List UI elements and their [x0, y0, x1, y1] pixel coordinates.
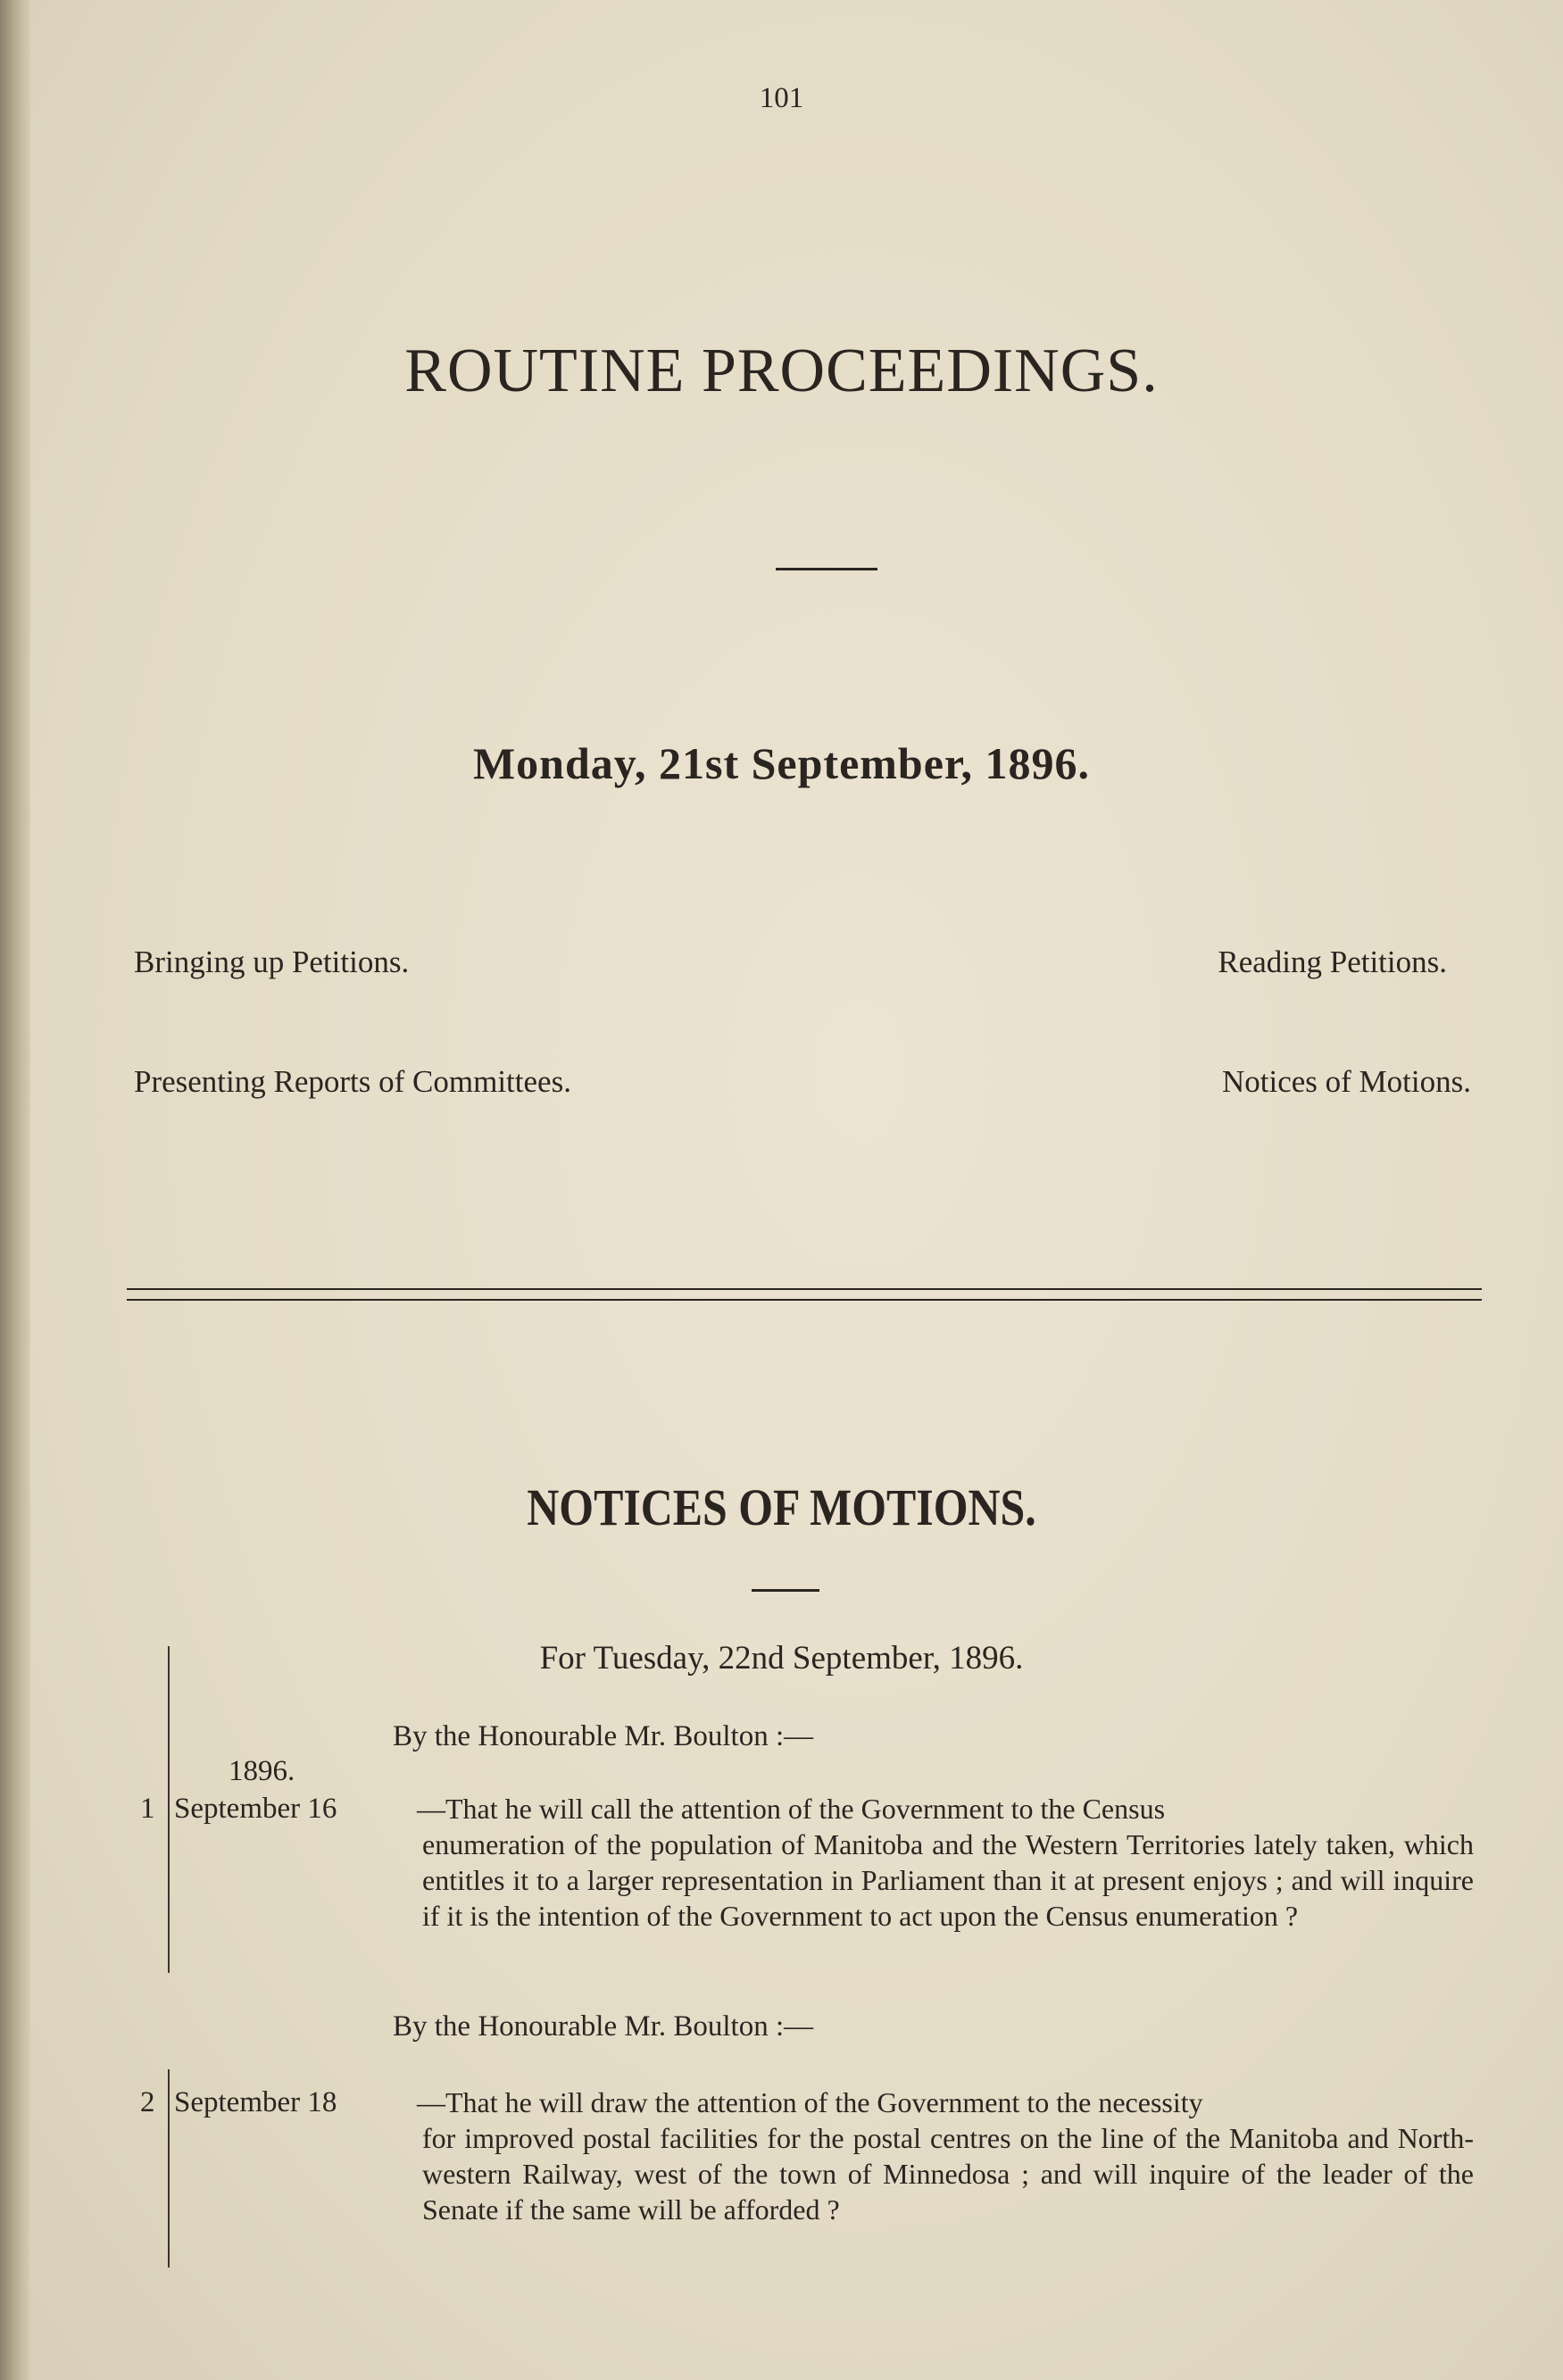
notices-of-motions-title: NOTICES OF MOTIONS. [527, 1478, 1036, 1536]
notice-2-date: September 18 [174, 2086, 337, 2118]
notice-2-number: 2 [140, 2086, 155, 2118]
routine-date-heading: Monday, 21st September, 1896. [472, 738, 1091, 788]
routine-item-bringing-up-petitions: Bringing up Petitions. [134, 945, 410, 979]
routine-item-notices-of-motions: Notices of Motions. [1221, 1064, 1471, 1099]
routine-item-presenting-reports: Presenting Reports of Committees. [134, 1064, 571, 1099]
notice-1-number: 1 [140, 1793, 155, 1825]
page-number: 101 [759, 82, 804, 114]
margin-rule-1 [168, 1646, 170, 1973]
title-rule [776, 568, 877, 570]
notice-1-text-first-line: —That he will call the attention of the Government to the Census [417, 1793, 1166, 1825]
notice-year: 1896. [229, 1755, 295, 1787]
routine-proceedings-title: ROUTINE PROCEEDINGS. [404, 337, 1159, 405]
notice-2-text-body: for improved postal facilities for the postal centres on the line of the Manitoba and North-western Railway, west of the town of Minnedosa ; and will inquire of the leader of the Senate if the same will be afforded ? [422, 2122, 1474, 2226]
notice-2-text-first-line: —That he will draw the attention of the Government to the necessity [417, 2086, 1203, 2118]
routine-item-reading-petitions: Reading Petitions. [1218, 945, 1447, 979]
section-divider [127, 1288, 1482, 1301]
notice-1-text [417, 1791, 1474, 1934]
margin-rule-2 [168, 2069, 170, 2268]
notice-1-text-body: enumeration of the population of Manitoba and the Western Territories lately taken, which entitles it to a larger representation in Parliament than it at present enjoys ; and will inquire if it is the intention of the Government to act upon the Census enumeration ? [422, 1828, 1474, 1932]
notice-2-text [417, 2085, 1474, 2227]
notice-1-mover: By the Honourable Mr. Boulton :— [393, 1720, 814, 1752]
notices-for-date: For Tuesday, 22nd September, 1896. [539, 1640, 1024, 1677]
notice-2-mover: By the Honourable Mr. Boulton :— [393, 2010, 814, 2043]
notices-title-rule [752, 1589, 819, 1592]
notice-1-date: September 16 [174, 1793, 337, 1825]
